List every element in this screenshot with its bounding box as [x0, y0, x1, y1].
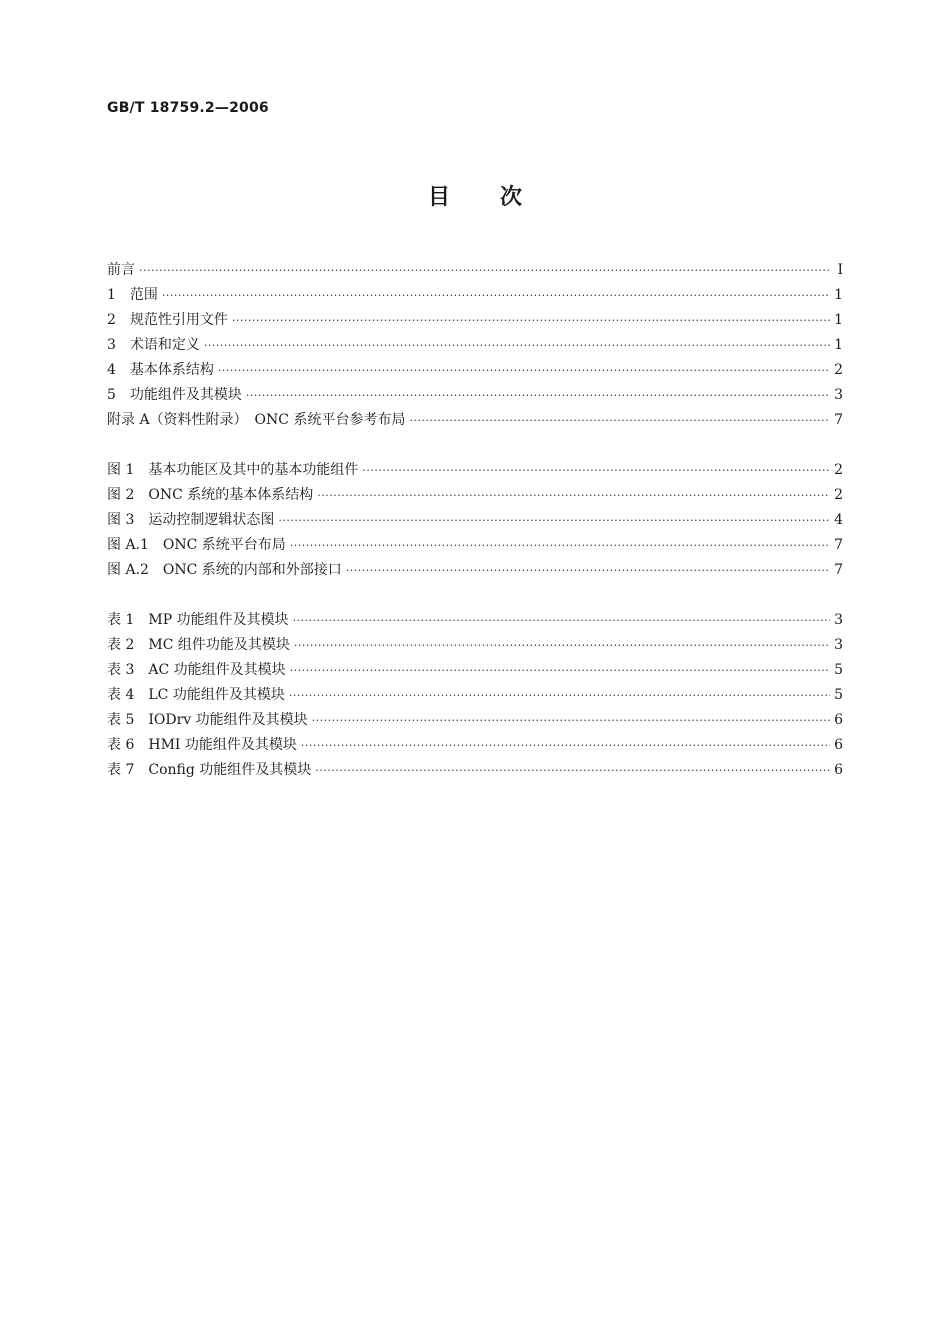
toc-entry[interactable] [107, 659, 843, 684]
toc-entry-page: 6 [834, 762, 843, 778]
toc-entry[interactable] [107, 534, 843, 559]
toc-entry[interactable] [107, 734, 843, 759]
toc-entry[interactable] [107, 359, 843, 384]
toc-title [0, 180, 950, 211]
toc-entry[interactable] [107, 609, 843, 634]
toc-section-chapters [107, 259, 843, 434]
toc-entry-label: 图 1 基本功能区及其中的基本功能组件 [107, 462, 359, 478]
toc-entry-label: 图 A.1 ONC 系统平台布局 [107, 537, 286, 553]
toc-leader [289, 689, 830, 702]
toc-entry-page: 2 [834, 487, 843, 503]
toc-section-tables [107, 609, 843, 784]
toc-title-char-2: 次 [500, 185, 523, 210]
toc-entry[interactable] [107, 559, 843, 584]
toc-entry-label: 图 A.2 ONC 系统的内部和外部接口 [107, 562, 342, 578]
toc-entry-page: 2 [834, 462, 843, 478]
toc-entry[interactable] [107, 509, 843, 534]
toc-entry[interactable] [107, 409, 843, 434]
toc-entry-label: 2 规范性引用文件 [107, 312, 228, 328]
toc-entry-label: 图 3 运动控制逻辑状态图 [107, 512, 275, 528]
toc-entry-label: 表 3 AC 功能组件及其模块 [107, 662, 286, 678]
toc-entry-label: 3 术语和定义 [107, 337, 200, 353]
toc-entry-page: 1 [834, 312, 843, 328]
toc-entry-page: 5 [834, 662, 843, 678]
toc-entry-label: 表 2 MC 组件功能及其模块 [107, 637, 290, 653]
toc-entry[interactable] [107, 384, 843, 409]
toc-leader [317, 489, 830, 502]
toc-entry-page: I [837, 262, 843, 278]
toc-entry[interactable] [107, 459, 843, 484]
toc-entry-page: 6 [834, 712, 843, 728]
toc-entry-label: 4 基本体系结构 [107, 362, 214, 378]
toc-leader [346, 564, 830, 577]
toc-entry-page: 4 [834, 512, 843, 528]
toc-entry-label: 图 2 ONC 系统的基本体系结构 [107, 487, 314, 503]
toc-entry[interactable] [107, 284, 843, 309]
toc-leader [139, 264, 831, 277]
toc-leader [315, 764, 830, 777]
toc-entry[interactable] [107, 259, 843, 284]
toc-entry-page: 1 [834, 287, 843, 303]
toc-leader [362, 464, 830, 477]
toc-entry-page: 1 [834, 337, 843, 353]
toc-entry-label: 前言 [107, 262, 135, 278]
toc-entry-label: 表 5 IODrv 功能组件及其模块 [107, 712, 308, 728]
toc-entry[interactable] [107, 634, 843, 659]
toc-section-figures [107, 459, 843, 584]
toc-entry-label: 表 1 MP 功能组件及其模块 [107, 612, 289, 628]
toc-leader [278, 514, 830, 527]
page-header: GB/T 18759.2—2006 [107, 100, 269, 116]
toc-leader [293, 614, 831, 627]
toc-leader [290, 539, 830, 552]
toc-entry-page: 3 [834, 637, 843, 653]
toc-entry-label: 表 7 Config 功能组件及其模块 [107, 762, 312, 778]
toc-entry-page: 2 [834, 362, 843, 378]
toc-leader [204, 339, 830, 352]
toc-entry-label: 5 功能组件及其模块 [107, 387, 242, 403]
toc-entry-label: 表 4 LC 功能组件及其模块 [107, 687, 285, 703]
toc-entry-page: 7 [834, 562, 843, 578]
toc-leader [246, 389, 830, 402]
toc-leader [290, 664, 830, 677]
toc-entry[interactable] [107, 334, 843, 359]
toc-leader [312, 714, 830, 727]
toc-entry-page: 5 [834, 687, 843, 703]
toc-entry-page: 7 [834, 412, 843, 428]
toc-entry-label: 附录 A（资料性附录） ONC 系统平台参考布局 [107, 412, 406, 428]
toc-entry-page: 3 [834, 387, 843, 403]
toc-leader [232, 314, 830, 327]
toc-entry-page: 7 [834, 537, 843, 553]
toc-entry[interactable] [107, 484, 843, 509]
toc-entry-label: 1 范围 [107, 287, 158, 303]
toc-entry-page: 3 [834, 612, 843, 628]
toc-entry[interactable] [107, 759, 843, 784]
toc-title-char-1: 目 [427, 185, 450, 210]
toc-leader [162, 289, 830, 302]
toc-leader [294, 639, 830, 652]
toc-entry[interactable] [107, 709, 843, 734]
toc-entry[interactable] [107, 684, 843, 709]
toc-leader [301, 739, 830, 752]
toc-entry-page: 6 [834, 737, 843, 753]
toc-entry[interactable] [107, 309, 843, 334]
toc-leader [409, 414, 830, 427]
toc-leader [218, 364, 830, 377]
toc-entry-label: 表 6 HMI 功能组件及其模块 [107, 737, 297, 753]
